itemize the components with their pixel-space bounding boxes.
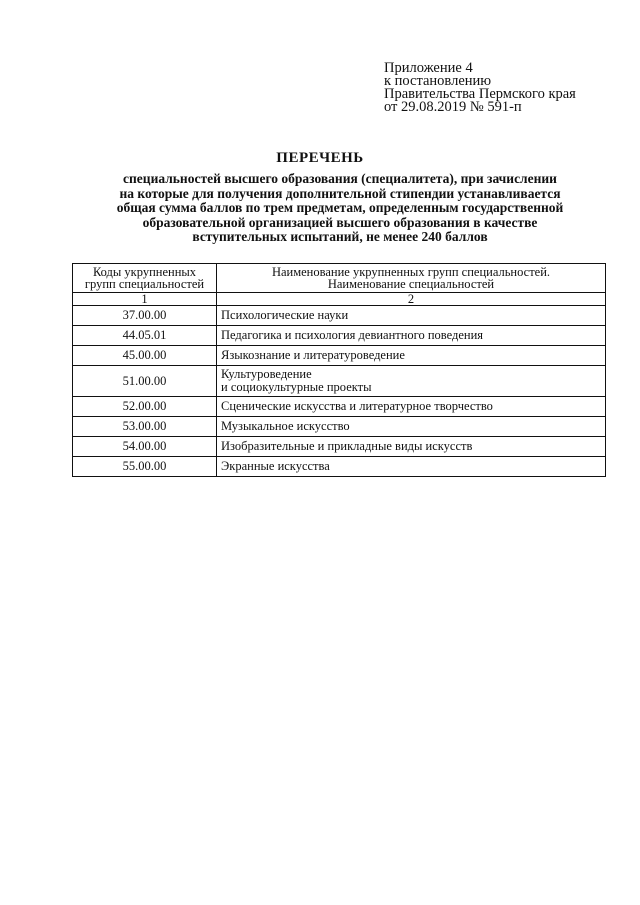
header-names-line2: Наименование специальностей: [327, 277, 495, 291]
document-subtitle: [80, 172, 600, 245]
table-row: [73, 417, 606, 437]
specialty-code: 53.00.00: [73, 417, 217, 437]
appendix-line: Правительства Пермского края: [384, 86, 576, 102]
subtitle-line: вступительных испытаний, не менее 240 баллов: [192, 229, 488, 244]
document-title: ПЕРЕЧЕНЬ: [276, 150, 364, 166]
appendix-line: к постановлению: [384, 73, 492, 89]
specialty-code: 37.00.00: [73, 306, 217, 326]
column-number: 1: [73, 293, 217, 306]
appendix-line: Приложение 4: [384, 60, 473, 76]
specialty-name: Педагогика и психология девиантного поведения: [217, 326, 606, 346]
subtitle-line: общая сумма баллов по трем предметам, определенным государственной: [116, 200, 564, 215]
table-row: [73, 306, 606, 326]
table-row: [73, 326, 606, 346]
table-row: [73, 437, 606, 457]
subtitle-line: специальностей высшего образования (специалитета), при зачислении: [123, 171, 557, 186]
specialty-code: 44.05.01: [73, 326, 217, 346]
specialty-code: 45.00.00: [73, 346, 217, 366]
specialty-name: Экранные искусства: [217, 457, 606, 477]
table-row: [73, 457, 606, 477]
specialty-name: Психологические науки: [217, 306, 606, 326]
header-names: [217, 264, 606, 293]
column-number-row: [73, 293, 606, 306]
header-codes-line2: групп специальностей: [84, 277, 205, 291]
subtitle-line: на которые для получения дополнительной стипендии устанавливается: [119, 185, 561, 201]
specialty-name: Языкознание и литературоведение: [217, 346, 606, 366]
specialty-name: Изобразительные и прикладные виды искусств: [217, 437, 606, 457]
table-header-row: [73, 264, 606, 293]
header-names-line1: Наименование укрупненных групп специальностей.: [271, 265, 551, 279]
specialty-name: Музыкальное искусство: [217, 417, 606, 437]
subtitle-line: образовательной организацией высшего образования в качестве: [142, 214, 538, 230]
specialty-code: 51.00.00: [73, 366, 217, 397]
table-row: [73, 366, 606, 397]
specialties-table: [72, 263, 606, 477]
appendix-reference: [384, 62, 576, 114]
specialty-name: [217, 366, 606, 397]
specialty-name-line1: Культуроведение: [221, 367, 312, 381]
appendix-line: от 29.08.2019 № 591-п: [384, 99, 522, 115]
table-row: [73, 346, 606, 366]
specialty-name-line2: и социокультурные проекты: [221, 380, 372, 394]
column-number: 2: [217, 293, 606, 306]
specialty-code: 52.00.00: [73, 397, 217, 417]
specialty-name: Сценические искусства и литературное творчество: [217, 397, 606, 417]
header-codes-line1: Коды укрупненных: [92, 265, 197, 279]
header-codes: [73, 264, 217, 293]
table-row: [73, 397, 606, 417]
specialty-code: 54.00.00: [73, 437, 217, 457]
specialty-code: 55.00.00: [73, 457, 217, 477]
